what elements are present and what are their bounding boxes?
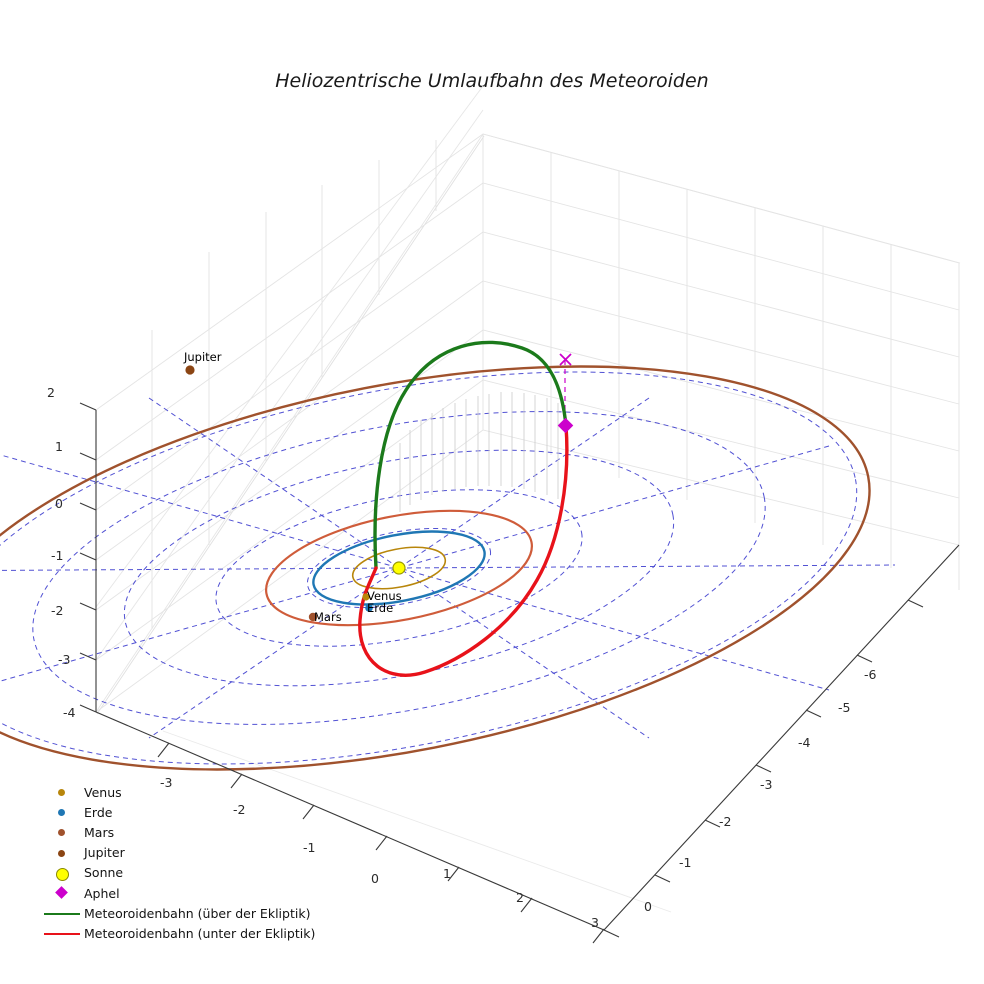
legend-item-1 <box>40 802 340 822</box>
legend-diamond-icon <box>55 886 68 899</box>
annotation-mars: Mars <box>314 610 342 624</box>
legend-label: Meteoroidenbahn (unter der Ekliptik) <box>84 925 316 941</box>
legend-dot-icon <box>58 789 65 796</box>
tick-label-y-1: -5 <box>838 700 851 715</box>
legend-label: Erde <box>84 804 113 820</box>
legend-sun-icon <box>56 868 69 881</box>
tick-label-x-6: 3 <box>591 915 599 930</box>
tick-label-z-6: -4 <box>63 705 76 720</box>
tick-label-y-2: -4 <box>798 735 811 750</box>
legend-label: Mars <box>84 824 115 840</box>
tick-label-x-5: 2 <box>516 890 524 905</box>
legend-item-2 <box>40 822 340 842</box>
jupiter-marker <box>185 365 194 374</box>
tick-label-z-1: 1 <box>55 439 63 454</box>
annotation-venus: Venus <box>367 589 402 603</box>
tick-label-x-0: -3 <box>160 775 173 790</box>
legend-item-3 <box>40 843 340 863</box>
legend-line-icon <box>44 933 80 935</box>
tick-label-x-1: -2 <box>233 802 246 817</box>
legend-line-icon <box>44 913 80 915</box>
legend-item-4 <box>40 863 340 883</box>
tick-label-x-2: -1 <box>303 840 316 855</box>
tick-label-x-4: 1 <box>443 866 451 881</box>
tick-label-z-4: -2 <box>51 603 64 618</box>
legend-item-5 <box>40 883 340 903</box>
legend-label: Aphel <box>84 885 120 901</box>
tick-label-z-3: -1 <box>51 548 64 563</box>
legend-label: Jupiter <box>84 845 125 861</box>
sun-marker <box>393 562 405 574</box>
legend-dot-icon <box>58 829 65 836</box>
legend-label: Sonne <box>84 865 124 881</box>
tick-label-y-4: -2 <box>719 814 732 829</box>
chart-title: Heliozentrische Umlaufbahn des Meteoroiden <box>275 70 709 92</box>
tick-label-y-6: 0 <box>644 899 652 914</box>
legend-label: Venus <box>84 784 122 800</box>
tick-label-y-3: -3 <box>760 777 773 792</box>
chart-legend <box>40 782 340 944</box>
legend-item-6 <box>40 903 340 923</box>
tick-label-x-3: 0 <box>371 871 379 886</box>
legend-dot-icon <box>58 850 65 857</box>
legend-item-7 <box>40 923 340 943</box>
legend-dot-icon <box>58 809 65 816</box>
annotation-jupiter: Jupiter <box>184 350 222 364</box>
tick-label-z-5: -3 <box>58 652 71 667</box>
tick-label-z-0: 2 <box>47 385 55 400</box>
annotation-erde: Erde <box>367 601 394 615</box>
tick-label-y-0: -6 <box>864 667 877 682</box>
tick-label-z-2: 0 <box>55 496 63 511</box>
legend-item-0 <box>40 782 340 802</box>
tick-label-y-5: -1 <box>679 855 692 870</box>
legend-label: Meteoroidenbahn (über der Ekliptik) <box>84 905 311 921</box>
